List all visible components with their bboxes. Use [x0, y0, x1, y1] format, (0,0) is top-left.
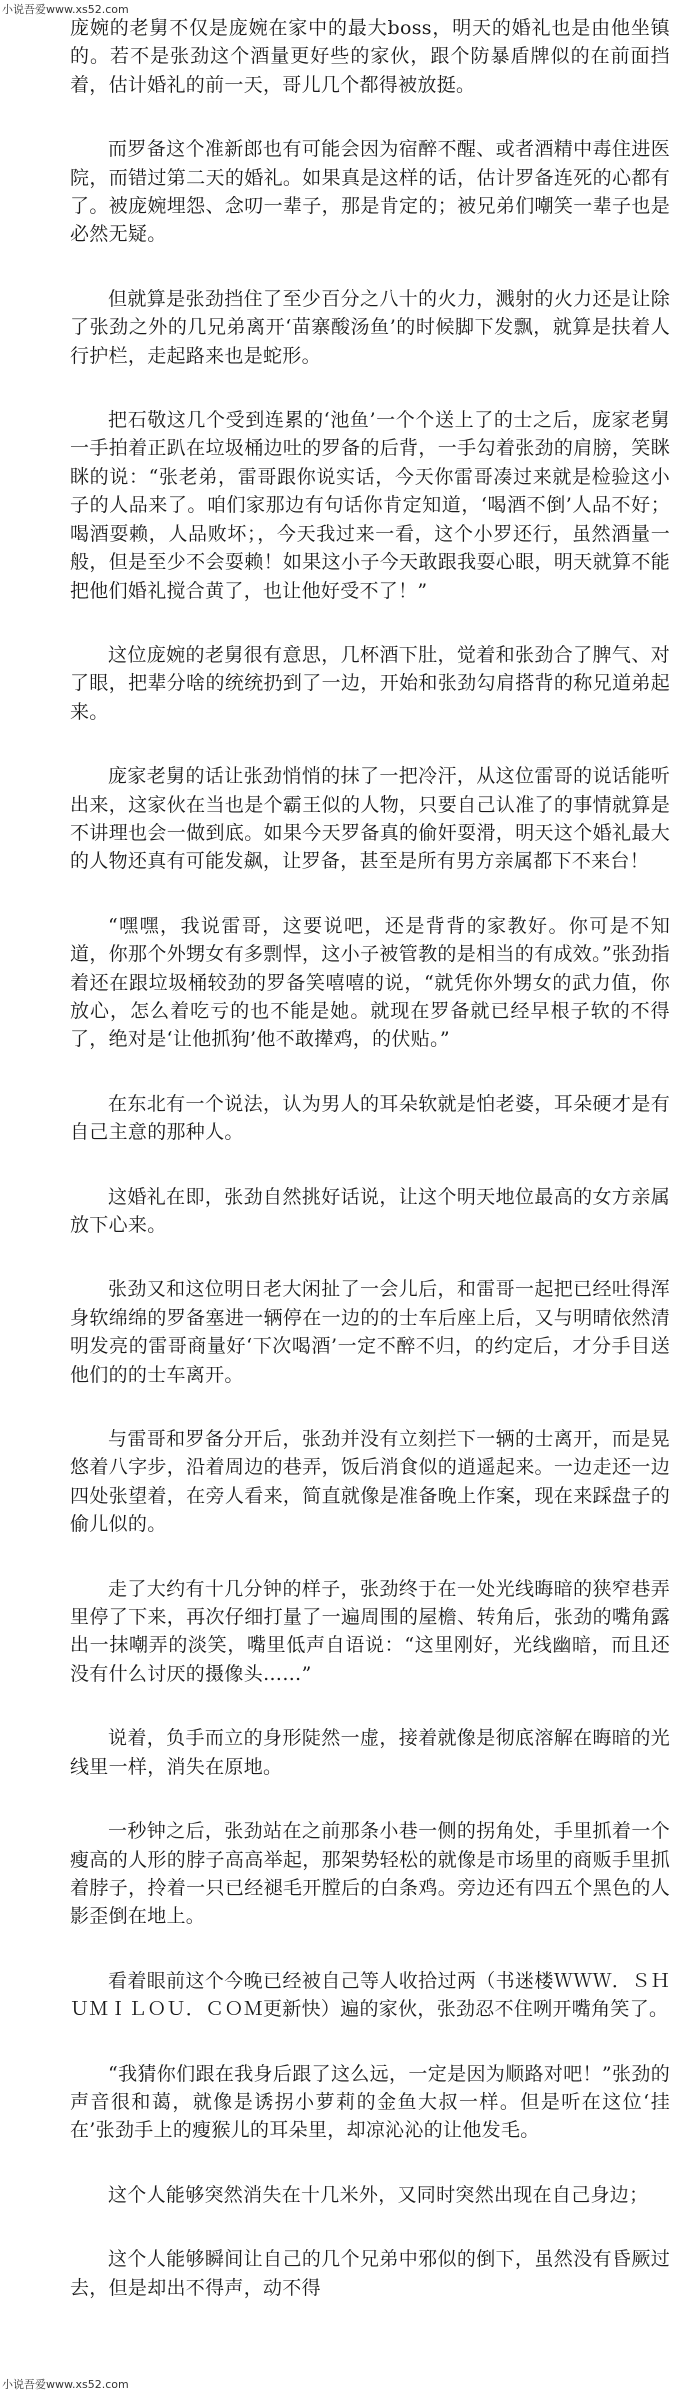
paragraph: 一秒钟之后，张劲站在之前那条小巷一侧的拐角处，手里抓着一个瘦高的人形的脖子高高举起，那架势轻松的就像是市场里的商贩手里抓着脖子，拎着一只已经褪毛开膛后的白条鸡。旁边还有四五个黑色的人影歪倒在地上。	[70, 1820, 670, 1928]
paragraph: 把石敬这几个受到连累的‘池鱼’一个个送上了的士之后，庞家老舅一手拍着正趴在垃圾桶边吐的罗备的后背，一手勾着张劲的肩膀，笑眯眯的说：“张老弟，雷哥跟你说实话，今天你雷哥凑过来就是检验这小子的人品来了。咱们家那边有句话你肯定知道，‘喝酒不倒’人品不好；喝酒耍赖，人品败坏；，今天我过来一看，这个小罗还行，虽然酒量一般，但是至少不会耍赖！如果这小子今天敢跟我耍心眼，明天就算不能把他们婚礼搅合黄了，也让他好受不了！”	[70, 409, 670, 602]
paragraph: 而罗备这个准新郎也有可能会因为宿醉不醒、或者酒精中毒住进医院，而错过第二天的婚礼。如果真是这样的话，估计罗备连死的心都有了。被庞婉埋怨、念叨一辈子，那是肯定的；被兄弟们嘲笑一辈子也是必然无疑。	[70, 138, 670, 246]
paragraph: 走了大约有十几分钟的样子，张劲终于在一处光线晦暗的狭窄巷弄里停了下来，再次仔细打量了一遍周围的屋檐、转角后，张劲的嘴角露出一抹嘲弄的淡笑，嘴里低声自语说：“这里刚好，光线幽暗，而且还没有什么讨厌的摄像头……”	[70, 1577, 670, 1685]
paragraph: 说着，负手而立的身形陡然一虚，接着就像是彻底溶解在晦暗的光线里一样，消失在原地。	[70, 1727, 670, 1778]
site-watermark-header[interactable]: 小说吾爱www.xs52.com	[2, 3, 129, 16]
paragraph: 这位庞婉的老舅很有意思，几杯酒下肚，觉着和张劲合了脾气、对了眼，把辈分啥的统统扔到了一边，开始和张劲勾肩搭背的称兄道弟起来。	[70, 643, 670, 723]
paragraph: 在东北有一个说法，认为男人的耳朵软就是怕老婆，耳朵硬才是有自己主意的那种人。	[70, 1092, 670, 1144]
paragraph: 但就算是张劲挡住了至少百分之八十的火力，溅射的火力还是让除了张劲之外的几兄弟离开‘苗寨酸汤鱼’的时候脚下发飘，就算是扶着人行护栏，走起路来也是蛇形。	[70, 287, 670, 367]
paragraph: 这个人能够突然消失在十几米外，又同时突然出现在自己身边；	[108, 2183, 649, 2206]
paragraph: 看着眼前这个今晚已经被自己等人收拾过两（书迷楼ＷＷＷ．ＳＨＵＭＩＬＯＵ．ＣＯＭ更新快）遍的家伙，张劲忍不住咧开嘴角笑了。	[70, 1969, 670, 2021]
paragraph: 与雷哥和罗备分开后，张劲并没有立刻拦下一辆的士离开，而是晃悠着八字步，沿着周边的巷弄，饭后消食似的逍遥起来。一边走还一边四处张望着，在旁人看来，简直就像是准备晚上作案，现在来踩盘子的偷儿似的。	[70, 1428, 670, 1536]
site-watermark-footer[interactable]: 小说吾爱www.xs52.com	[2, 2378, 129, 2391]
paragraph: 庞家老舅的话让张劲悄悄的抹了一把冷汗，从这位雷哥的说话能听出来，这家伙在当也是个霸王似的人物，只要自己认准了的事情就算是不讲理也会一做到底。如果今天罗备真的偷奸耍滑，明天这个婚礼最大的人物还真有可能发飙，让罗备，甚至是所有男方亲属都下不来台！	[70, 765, 670, 873]
paragraph: 这个人能够瞬间让自己的几个兄弟中邪似的倒下，虽然没有昏厥过去，但是却出不得声，动不得	[70, 2248, 670, 2299]
article-body	[70, 14, 670, 2374]
paragraph: 张劲又和这位明日老大闲扯了一会儿后，和雷哥一起把已经吐得浑身软绵绵的罗备塞进一辆停在一边的的士车后座上后，又与明晴依然清明发亮的雷哥商量好‘下次喝酒’一定不醉不归，的约定后，才分手目送他们的的士车离开。	[70, 1278, 670, 1386]
paragraph: “我猜你们跟在我身后跟了这么远，一定是因为顺路对吧！”张劲的声音很和蔼，就像是诱拐小萝莉的金鱼大叔一样。但是听在这位‘挂在’张劲手上的瘦猴儿的耳朵里，却凉沁沁的让他发毛。	[70, 2062, 670, 2142]
paragraph: “嘿嘿，我说雷哥，这要说吧，还是背背的家教好。你可是不知道，你那个外甥女有多剽悍，这小子被管教的是相当的有成效。”张劲指着还在跟垃圾桶较劲的罗备笑嘻嘻的说，“就凭你外甥女的武力值，你放心，怎么着吃亏的也不能是她。就现在罗备就已经早根子软的不得了，绝对是‘让他抓狗’他不敢撵鸡，的伏贴。”	[70, 914, 670, 1051]
paragraph: 庞婉的老舅不仅是庞婉在家中的最大boss，明天的婚礼也是由他坐镇的。若不是张劲这个酒量更好些的家伙，跟个防暴盾牌似的在前面挡着，估计婚礼的前一天，哥儿几个都得被放挺。	[70, 17, 670, 96]
paragraph: 这婚礼在即，张劲自然挑好话说，让这个明天地位最高的女方亲属放下心来。	[70, 1185, 670, 1236]
